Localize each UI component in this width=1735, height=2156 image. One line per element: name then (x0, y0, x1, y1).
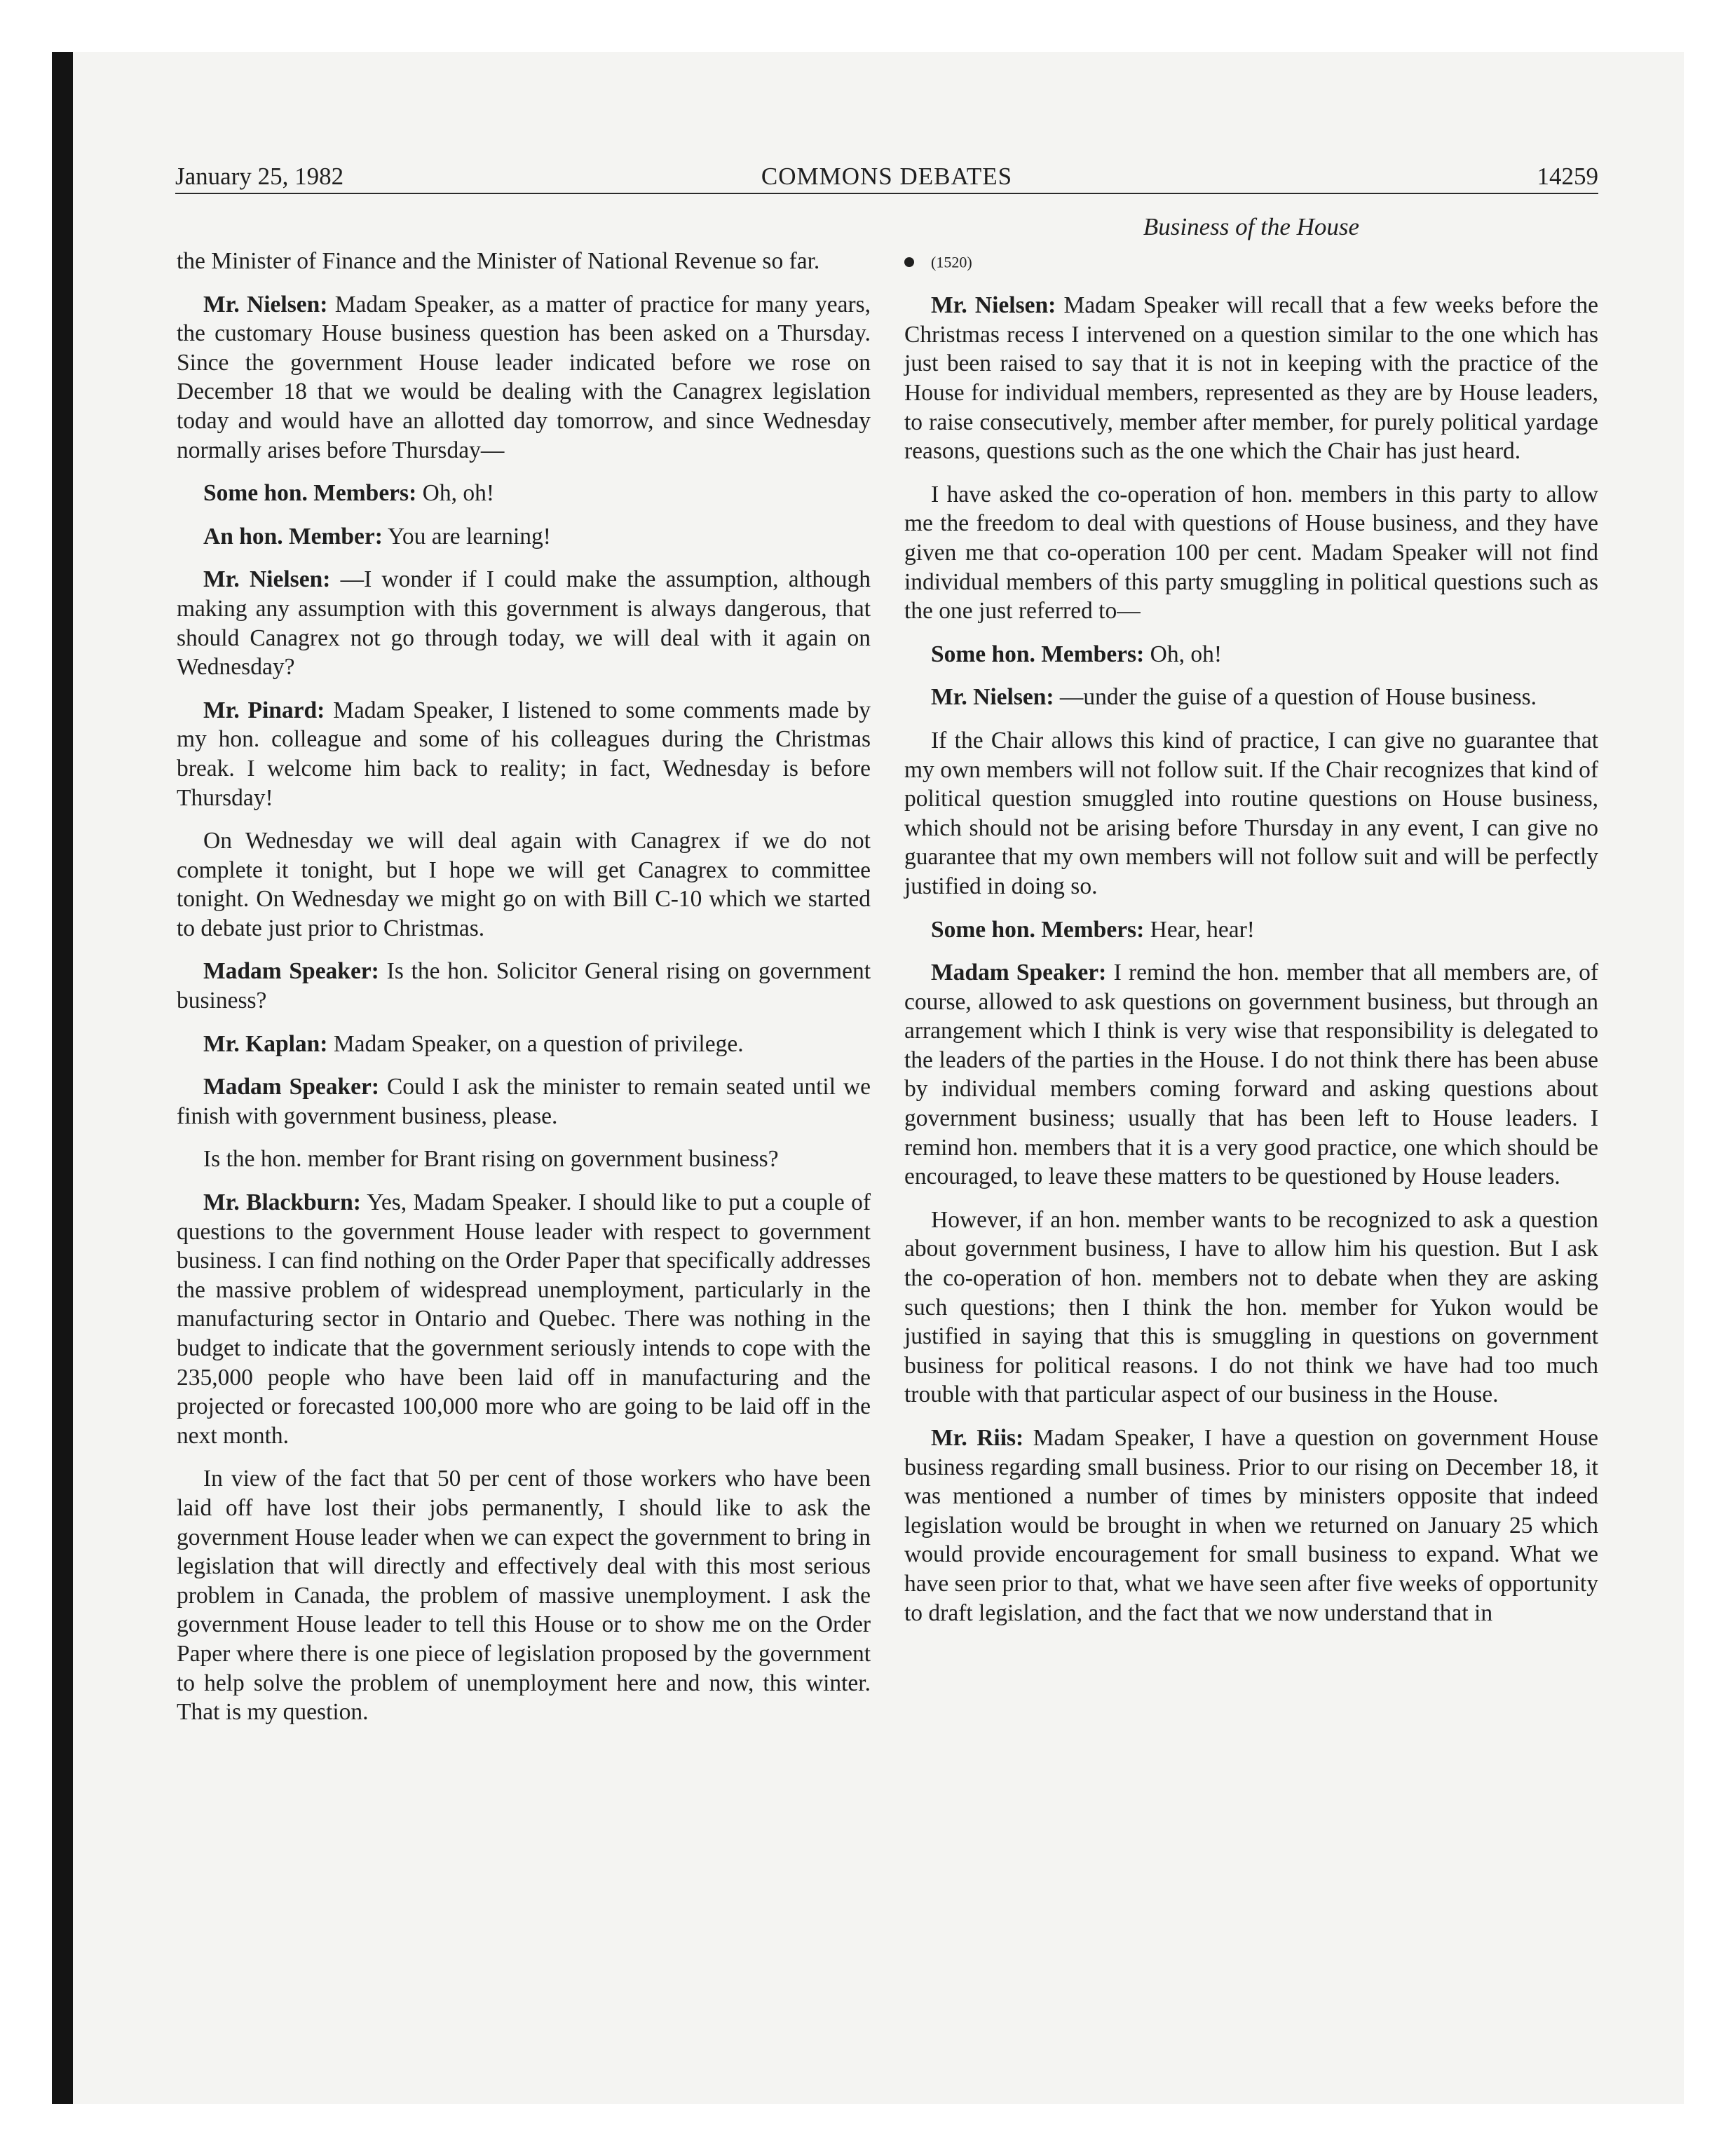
right-column-body (904, 291, 1598, 1628)
paragraph (904, 726, 1598, 901)
paragraph-text: However, if an hon. member wants to be recognized to ask a question about government business, I have to allow him his question. But I ask the co-operation of hon. members not to debate when they are asking such questions; then I think the hon. member for Yukon would be justified in saying that this is smuggling in questions on government business for political reasons. I do not think we have had too much trouble with that particular aspect of our business in the House. (904, 1206, 1598, 1408)
paragraph-text: I have asked the co-operation of hon. members in this party to allow me the freedom to deal with questions of House business, and they have given me that co-operation 100 per cent. Madam Speaker will not find individual members of this party smuggling in political questions such as the one just referred to— (904, 481, 1598, 625)
speaker-name: Mr. Pinard: (203, 697, 325, 723)
paragraph-text: Could I ask the minister to remain seated until we finish with government business, please. (177, 1074, 871, 1129)
paragraph-text: You are learning! (388, 523, 551, 550)
paragraph-text: —under the guise of a question of House business. (1059, 684, 1537, 711)
speaker-name: Mr. Nielsen: (203, 291, 328, 318)
paragraph (904, 640, 1598, 669)
paragraph-text: Madam Speaker will recall that a few weeks before the Christmas recess I intervened on a question similar to the one which has just been raised to say that it is not in keeping with the practice of the House for individual members, represented as they are by House leaders, to raise consecutively, member after member, for purely political yardage reasons, questions such as the one which the Chair has just heard. (904, 292, 1599, 465)
time-marker-label: (1520) (931, 253, 972, 271)
header-rule (175, 193, 1598, 194)
speaker-name: Mr. Riis: (931, 1425, 1024, 1451)
paragraph (904, 683, 1598, 712)
left-column (177, 247, 871, 1741)
paragraph (177, 1188, 871, 1450)
paragraph (177, 1464, 871, 1726)
paragraph-text: —I wonder if I could make the assumption, although making any assumption with this government is always dangerous, that should Canagrex not go through today, we will deal with it again on Wednesday? (177, 566, 871, 681)
speaker-name: Mr. Blackburn: (203, 1189, 361, 1216)
right-column (904, 247, 1598, 1642)
paragraph (177, 826, 871, 943)
paragraph-text: Oh, oh! (422, 480, 494, 507)
paragraph (177, 522, 871, 552)
speaker-name: Mr. Nielsen: (931, 292, 1056, 319)
speaker-name: Madam Speaker: (931, 960, 1107, 986)
paragraph (904, 958, 1598, 1192)
paragraph-text: Madam Speaker, as a matter of practice for many years, the customary House business question has been asked on a Thursday. Since the government House leader indicated before we rose on December 18 that we would be dealing with the Canagrex legislation today and would have an allotted day tomorrow, and since Wednesday normally arises before Thursday— (177, 291, 871, 463)
scan-edge-bar (52, 52, 73, 2104)
paragraph-text: Oh, oh! (1150, 641, 1222, 667)
paragraph (904, 915, 1598, 945)
paragraph-text: Is the hon. member for Brant rising on government business? (203, 1146, 779, 1173)
speaker-name: Mr. Nielsen: (203, 566, 331, 593)
paragraph (177, 479, 871, 508)
speaker-name: Mr. Nielsen: (931, 684, 1054, 711)
paragraph-text: Yes, Madam Speaker. I should like to put a couple of questions to the government House leader with respect to government business. I can find nothing on the Order Paper that specifically addresses the massive problem of widespread unemployment, particularly in the manufacturing sector in Ontario and Quebec. There was nothing in the budget to indicate that the government seriously intends to cope with the 235,000 people who have been laid off in manufacturing and the projected or forecasted 100,000 more who are going to be laid off in the next month. (177, 1189, 871, 1449)
paragraph-text: Madam Speaker, I have a question on government House business regarding small business. Prior to our rising on December 18, it was mentioned a number of times by ministers opposite that indeed legislation would be brought in when we returned on January 25 which would provide encouragement for small business to expand. What we have seen prior to that, what we have seen after five weeks of opportunity to draft legislation, and the fact that we now understand that in (904, 1425, 1598, 1626)
header-title: COMMONS DEBATES (761, 163, 1013, 190)
paragraph-text: If the Chair allows this kind of practice, I can give no guarantee that my own members will not follow suit. If the Chair recognizes that kind of political question smuggled into routine questions on House business, which should not be arising before Thursday in any event, I can give no guarantee that my own members will not follow suit and will be perfectly justified in doing so. (904, 727, 1598, 899)
paragraph (177, 247, 871, 276)
paragraph (177, 1030, 871, 1059)
paragraph (904, 1424, 1598, 1628)
paragraph-text: In view of the fact that 50 per cent of those workers who have been laid off have lost their jobs permanently, I should like to ask the government House leader when we can expect the government to bring in legislation that will directly and effectively deal with this most serious problem in Canada, the problem of massive unemployment. I ask the government House leader to tell this House or to show me on the Order Paper where there is one piece of legislation proposed by the government to help solve the problem of unemployment here and now, this winter. That is my question. (177, 1466, 871, 1726)
page-header (175, 160, 1598, 193)
speaker-name: Some hon. Members: (931, 916, 1145, 943)
paragraph-text: On Wednesday we will deal again with Canagrex if we do not complete it tonight, but I hope we will get Canagrex to committee tonight. On Wednesday we might go on with Bill C-10 which we started to debate just prior to Christmas. (177, 828, 871, 941)
paragraph-text: Is the hon. Solicitor General rising on government business? (177, 958, 871, 1014)
paragraph-text: Madam Speaker, on a question of privilege. (333, 1030, 744, 1057)
header-page-number: 14259 (1537, 163, 1598, 190)
paragraph (904, 291, 1598, 466)
speaker-name: Some hon. Members: (203, 480, 417, 507)
paragraph (904, 1206, 1598, 1410)
speaker-name: An hon. Member: (203, 523, 383, 550)
paragraph (904, 480, 1598, 626)
paragraph-text: Madam Speaker, I listened to some comments made by my hon. colleague and some of his colleagues during the Christmas break. I welcome him back to reality; in fact, Wednesday is before Thursday! (177, 697, 871, 811)
paragraph (177, 957, 871, 1015)
paragraph (177, 696, 871, 812)
paragraph (177, 1072, 871, 1131)
paragraph-text: I remind the hon. member that all members are, of course, allowed to ask questions on government business, but through an arrangement which I think is very wise that responsibility is delegated to the leaders of the parties in the House. I do not think there has been abuse by individual members coming forward and asking questions about government business; usually that has been left to House leaders. I remind hon. members that it is a very good practice, one which should be encouraged, to leave these matters to be questioned by House leaders. (904, 960, 1599, 1190)
paragraph (177, 290, 871, 465)
bullet-icon (904, 257, 914, 267)
paragraph-text: Hear, hear! (1150, 916, 1255, 943)
paragraph (177, 1145, 871, 1174)
section-title: Business of the House (1143, 213, 1360, 240)
time-marker (904, 247, 1598, 277)
speaker-name: Madam Speaker: (203, 1074, 379, 1100)
speaker-name: Some hon. Members: (931, 641, 1145, 667)
paragraph-text: the Minister of Finance and the Minister of National Revenue so far. (177, 248, 820, 274)
header-date: January 25, 1982 (175, 163, 344, 190)
speaker-name: Mr. Kaplan: (203, 1030, 328, 1057)
paragraph (177, 565, 871, 681)
speaker-name: Madam Speaker: (203, 958, 379, 985)
